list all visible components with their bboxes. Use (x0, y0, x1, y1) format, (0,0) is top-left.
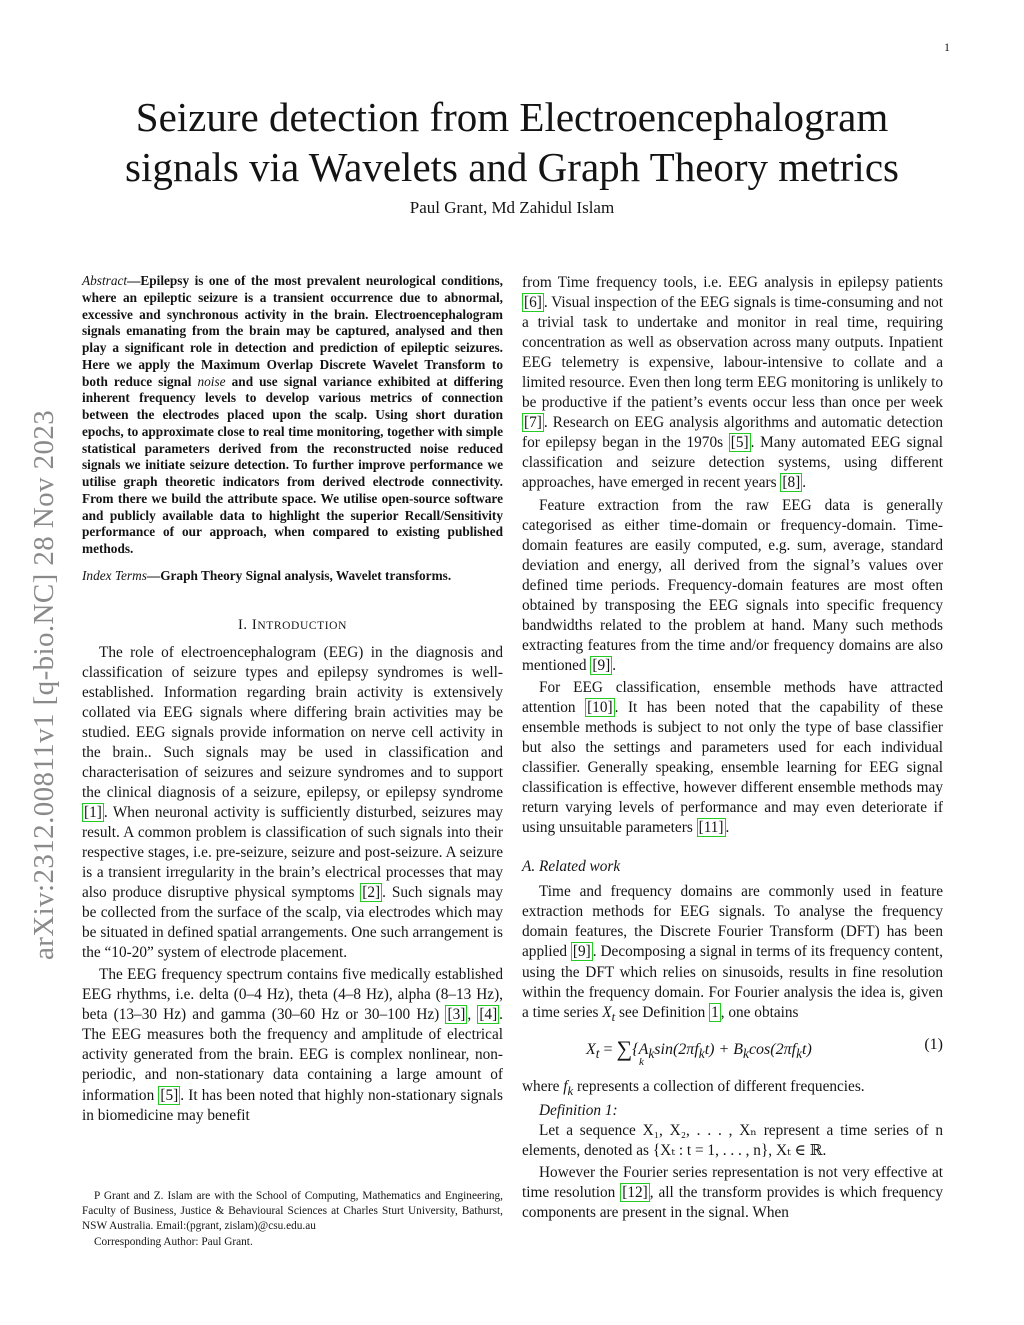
subsection-heading-related-work: A. Related work (522, 858, 621, 876)
definition-1-label: Definition 1: (539, 1101, 618, 1119)
citation-link[interactable]: [2] (362, 884, 381, 902)
intro-paragraph-4: Feature extraction from the raw EEG data is generally categorised as either time-domain or frequency-domain. Time-domain features are easily computed, e.g. sum, average, standard deviation and energy, all derived from the signal’s values over defined time periods. Frequency-domain features are most often obtained by transposing the EEG signals into specific frequency bandwidths related to the problem at hand. Many such methods extracting features from the time and/or frequency domains are also mentioned [9] . (522, 496, 943, 674)
intro-paragraph-1: The role of electroencephalogram (EEG) in the diagnosis and classification of seizure types and epilepsy syndromes is well-established. Information regarding brain activity is extensively collated via EEG signals where differing brain activities may be studied. EEG signals provide information on nerve cell activity in the brain.. Such signals may be used in classification and characterisation of seizures and seizure syndromes and to support the clinical diagnosis of a seizure, epilepsy, or epilepsy syndrome [1] . When neuronal activity is sufficiently disturbed, seizures may result. A common problem is classification of such signals into their respective stages, i.e. pre-seizure, seizure and post-seizure. A seizure is a transient irregularity in the brain’s electrical processes that may also produce disruptive physical symptoms [2] . Such signals may be collected from the surface of the scalp, via electrodes which may be situated in defined spatial arrangements. One such arrangement is the “10-20” system of electrode placement. (82, 643, 503, 962)
citation-link[interactable]: [4] (479, 1006, 498, 1024)
intro-paragraph-2: The EEG frequency spectrum contains five medically established EEG rhythms, i.e. delta (0–4 Hz), theta (4–8 Hz), alpha (8–13 Hz), beta (13–30 Hz) and gamma (30–60 Hz or 30–100 Hz) [3] , [4] . The EEG measures both the frequency and amplitude of electrical activity generated from the brain. EEG is complex nonlinear, non-periodic, and non-stationary data containing a large amount of information [5] . It has been noted that highly non-stationary signals in biomedicine may benefit (82, 966, 503, 1124)
citation-link[interactable]: [5] (160, 1086, 179, 1104)
index-terms-label: Index Terms (82, 567, 147, 583)
citation-link[interactable]: [8] (782, 474, 801, 492)
title-line-1: Seizure detection from Electroencephalogram (135, 94, 889, 140)
citation-link[interactable]: [9] (572, 943, 591, 961)
citation-link[interactable]: [11] (698, 819, 724, 837)
related-work-paragraph-1: Time and frequency domains are commonly used in feature extraction methods for EEG signals. To analyse the frequency domain features, the Discrete Fourier Transform (DFT) has been applied [9] . Decomposing a signal in terms of its frequency content, using the DFT which relies on sinusoids, results in fine resolution within the frequency domain. For Fourier analysis the idea is, given a time series $X_t$ see Definition 1 , one obtains (522, 883, 943, 1024)
title-line-2: signals via Wavelets and Graph Theory metrics (125, 144, 899, 190)
equation-number: (1) (924, 1035, 943, 1053)
related-work-paragraph-2: where $f_k$ represents a collection of different frequencies. (522, 1077, 865, 1098)
authors: Paul Grant, Md Zahidul Islam (409, 198, 615, 217)
footnote-affiliation: P Grant and Z. Islam are with the School of Computing, Mathematics and Engineering, Faculty of Business, Justice & Behavioural Sciences at Charles Sturt University, Bathurst, NSW Australia. Email:(pgrant, zislam)@csu.edu.au (82, 1190, 503, 1233)
citation-link[interactable]: [10] (587, 698, 613, 716)
left-column (82, 273, 503, 1126)
footnote-corresponding-author: Corresponding Author: Paul Grant. (94, 1235, 253, 1248)
citation-link[interactable]: [7] (524, 414, 542, 432)
abstract (82, 273, 503, 558)
index-terms (82, 568, 503, 585)
equation-1 (522, 1030, 943, 1072)
paper-title (90, 92, 934, 192)
citation-link[interactable]: [12] (622, 1183, 648, 1201)
right-column (522, 273, 943, 1223)
related-work-paragraph-3: However the Fourier series representation is not very effective at time resolution [12] , all the transform provides is which frequency components are present in the signal. When (522, 1163, 943, 1222)
section-heading-introduction: I. INTRODUCTION (238, 616, 347, 633)
footnote (82, 1189, 503, 1250)
arxiv-identifier: arXiv:2312.00811v1 [q-bio.NC] 28 Nov 2023 (28, 409, 60, 960)
index-terms-text: —Graph Theory Signal analysis, Wavelet transforms. (146, 567, 452, 583)
citation-link[interactable]: [5] (730, 434, 749, 452)
abstract-text-2: and use signal variance exhibited at differing inherent frequency levels to develop various metrics of connection between the electrodes placed upon the scalp. Using short duration epochs, to approximate close to real time monitoring, together with simple statistical parameters derived from the reconstructed noise reduced signals we initiate seizure detection. To further improve performance we utilise graph theoretic indicators from derived electrode connectivity. From there we build the attribute space. We utilise open-source software and publicly available data to highlight the superior Recall/Sensitivity performance of our approach, when compared to existing published methods. (82, 373, 503, 556)
equation-body: $X_t = \sum\{A_k\sin(2\pi f_kt) + B_k\cos(2\pi f_kt)$ (586, 1035, 812, 1061)
abstract-label: Abstract (82, 273, 128, 288)
citation-link[interactable]: [9] (592, 656, 611, 674)
summation-index: k (639, 1055, 644, 1068)
intro-paragraph-3: from Time frequency tools, i.e. EEG analysis in epilepsy patients [6] . Visual inspection of the EEG signals is time-consuming and not a trivial task to undertake and monitor in real time, requiring concentration as well as observation across many outputs. Inpatient EEG telemetry is expensive, labour-intensive to collate and a limited resource. Even then long term EEG monitoring is unlikely to be productive if the patient’s events occur less than once per week [7] . Research on EEG analysis algorithms and automatic detection for epilepsy began in the 1970s [5] . Many automated EEG signal classification and seizure detection systems, using different approaches, have emerged in recent years [8] . (522, 274, 943, 492)
definition-link[interactable]: 1 (711, 1003, 719, 1021)
intro-paragraph-5: For EEG classification, ensemble methods have attracted attention [10] . It has been noted that the capability of these ensemble methods is subject to not only the type of base classifier but also the settings and parameters used for each individual classifier. Generally speaking, ensemble learning for EEG signal classification is effective, however different ensemble methods may return varying levels of performance and may even deteriorate if using unsuitable parameters [11] . (522, 678, 943, 837)
citation-link[interactable]: [3] (447, 1006, 466, 1024)
definition-1-text: Let a sequence X₁, X₂, . . . , Xₙ represent a time series of n elements, denoted as {Xₜ : t = 1, . . . , n}, Xₜ ∈ ℝ. (522, 1121, 943, 1159)
abstract-noise-word: noise (197, 373, 226, 389)
page-number: 1 (944, 40, 950, 54)
abstract-text: —Epilepsy is one of the most prevalent neurological conditions, where an epileptic seizure is a transient occurrence due to abnormal, excessive and synchronous activity in the brain. Electroencephalogram signals emanating from the brain may be captured, analysed and then play a significant role in detection and prediction of epileptic seizures. Here we apply the Maximum Overlap Discrete Wavelet Transform to both reduce signal (82, 273, 503, 389)
citation-link[interactable]: [6] (524, 294, 542, 312)
citation-link[interactable]: [1] (84, 803, 102, 821)
